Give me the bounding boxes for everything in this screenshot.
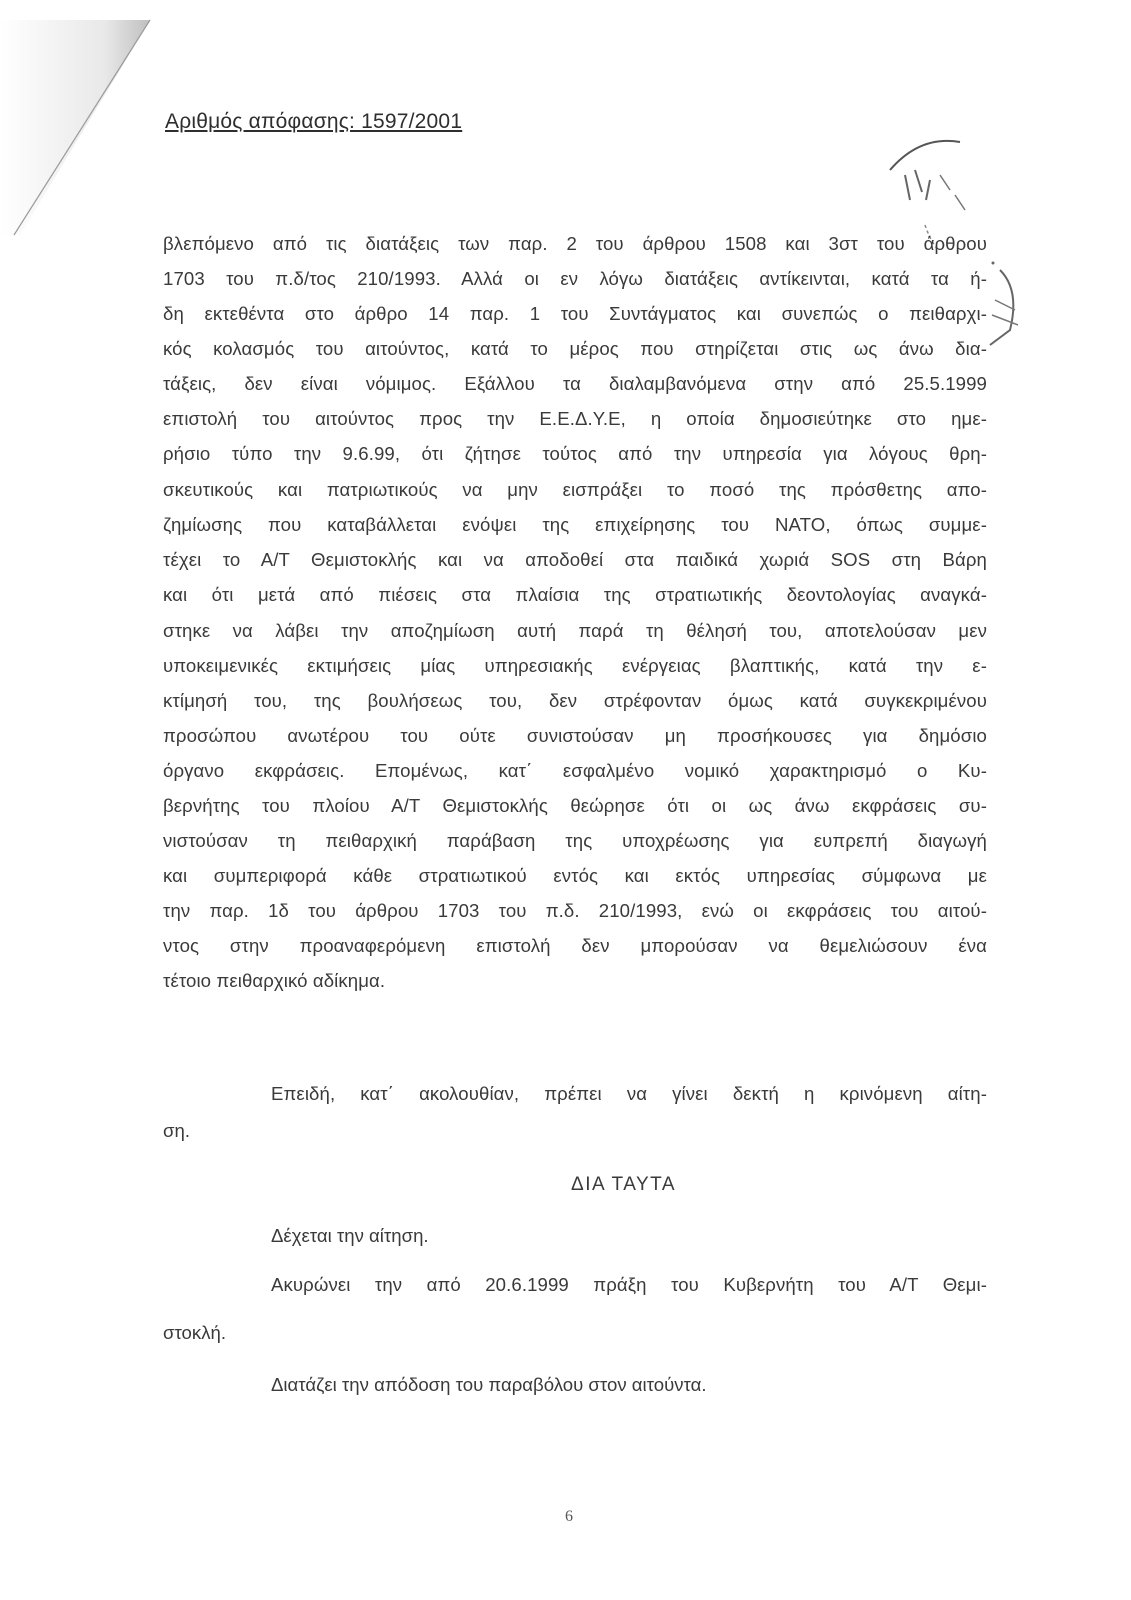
- ruling-annul-end: στοκλή.: [163, 1322, 226, 1343]
- body-line: όργανο εκφράσεις. Επομένως, κατ΄ εσφαλμένο νομικό χαρακτηρισμό ο Κυ-: [163, 760, 987, 781]
- body-line: κός κολασμός του αιτούντος, κατά το μέρος που στηρίζεται στις ως άνω δια-: [163, 338, 987, 359]
- body-line: την παρ. 1δ του άρθρου 1703 του π.δ. 210/1993, ενώ οι εκφράσεις του αιτού-: [163, 900, 987, 921]
- conclusion-line-end: ση.: [163, 1120, 190, 1141]
- body-line: και συμπεριφορά κάθε στρατιωτικού εντός και εκτός υπηρεσίας σύμφωνα με: [163, 865, 987, 886]
- conclusion-line: Επειδή, κατ΄ ακολουθίαν, πρέπει να γίνει δεκτή η κρινόμενη αίτη-: [271, 1083, 987, 1104]
- body-line: σκευτικούς και πατριωτικούς να μην εισπράξει το ποσό της πρόσθετης απο-: [163, 479, 987, 500]
- body-line: τέχει το Α/Τ Θεμιστοκλής και να αποδοθεί στα παιδικά χωριά SOS στη Βάρη: [163, 549, 987, 570]
- body-line: βερνήτης του πλοίου Α/Τ Θεμιστοκλής θεώρησε ότι οι ως άνω εκφράσεις συ-: [163, 795, 987, 816]
- ruling-refund: Διατάζει την απόδοση του παραβόλου στον αιτούντα.: [271, 1374, 707, 1395]
- body-line: προσώπου ανωτέρου του ούτε συνιστούσαν μη προσήκουσες για δημόσιο: [163, 725, 987, 746]
- body-line: νιστούσαν τη πειθαρχική παράβαση της υποχρέωσης για ευπρεπή διαγωγή: [163, 830, 987, 851]
- section-heading: ΔΙΑ ΤΑΥΤΑ: [571, 1174, 677, 1195]
- ruling-accept: Δέχεται την αίτηση.: [271, 1225, 429, 1246]
- body-line: στηκε να λάβει την αποζημίωση αυτή παρά τη θέλησή του, αποτελούσαν μεν: [163, 620, 987, 641]
- body-line: επιστολή του αιτούντος προς την Ε.Ε.Δ.Υ.Ε, η οποία δημοσιεύτηκε στο ημε-: [163, 408, 987, 429]
- body-line: 1703 του π.δ/τος 210/1993. Αλλά οι εν λόγω διατάξεις αντίκεινται, κατά τα ή-: [163, 268, 987, 289]
- body-line: ρήσιο τύπο την 9.6.99, ότι ζήτησε τούτος από την υπηρεσία για λόγους θρη-: [163, 443, 987, 464]
- body-line: και ότι μετά από πιέσεις στα πλαίσια της στρατιωτικής δεοντολογίας αναγκά-: [163, 584, 987, 605]
- body-line: τάξεις, δεν είναι νόμιμος. Εξάλλου τα διαλαμβανόμενα στην από 25.5.1999: [163, 373, 987, 394]
- body-line: ντος στην προαναφερόμενη επιστολή δεν μπορούσαν να θεμελιώσουν ένα: [163, 935, 987, 956]
- body-line: κτίμησή του, της βουλήσεως του, δεν στρέφονταν όμως κατά συγκεκριμένου: [163, 690, 987, 711]
- body-line: δη εκτεθέντα στο άρθρο 14 παρ. 1 του Συντάγματος και συνεπώς ο πειθαρχι-: [163, 303, 987, 324]
- body-line: βλεπόμενο από τις διατάξεις των παρ. 2 του άρθρου 1508 και 3στ του άρθρου: [163, 233, 987, 254]
- body-line: τέτοιο πειθαρχικό αδίκημα.: [163, 970, 386, 991]
- decision-number-title: Αριθμός απόφασης: 1597/2001: [165, 110, 463, 133]
- ruling-annul: Ακυρώνει την από 20.6.1999 πράξη του Κυβερνήτη του Α/Τ Θεμι-: [271, 1274, 987, 1295]
- body-line: ζημίωσης που καταβάλλεται ενόψει της επιχείρησης του ΝΑΤΟ, όπως συμμε-: [163, 514, 987, 535]
- body-line: υποκειμενικές εκτιμήσεις μίας υπηρεσιακής ενέργειας βλαπτικής, κατά την ε-: [163, 655, 987, 676]
- page-fold-shadow: [0, 0, 160, 240]
- page-number: 6: [565, 1508, 573, 1525]
